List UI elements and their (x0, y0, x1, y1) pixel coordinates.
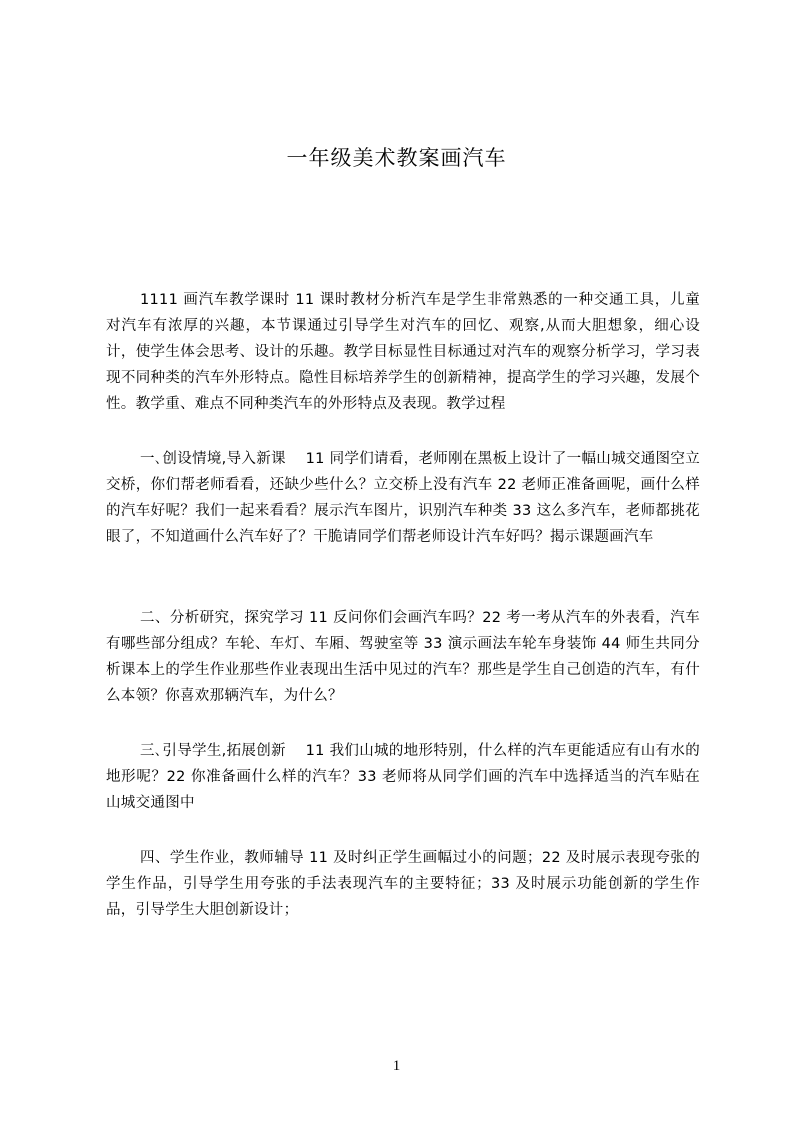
paragraph-intro: 1111 画汽车教学课时 11 课时教材分析汽车是学生非常熟悉的一种交通工具，儿童对汽车有浓厚的兴趣，本节课通过引导学生对汽车的回忆、观察,从而大胆想象，细心设计，使学生体会思考、设计的乐趣。教学目标显性目标通过对汽车的观察分析学习，学习表现不同种类的汽车外形特点。隐性目标培养学生的创新精神，提高学生的学习兴趣，发展个性。教学重、难点不同种类汽车的外形特点及表现。教学过程 (106, 292, 700, 412)
paragraph-section-2: 二、分析研究，探究学习 11 反问你们会画汽车吗？22 考一考从汽车的外表看，汽车有哪些部分组成？车轮、车灯、车厢、驾驶室等 33 演示画法车轮车身装饰 44 师生共同分析课本上的学生作业那些作业表现出生活中见过的汽车？那些是学生自己创造的汽车，有什么本领？你喜欢那辆汽车，为什么？ (106, 610, 700, 704)
paragraph-section-1: 一､创设情境,导入新课 11 同学们请看，老师刚在黑板上设计了一幅山城交通图空立交桥，你们帮老师看看，还缺少些什么？立交桥上没有汽车 22 老师正准备画呢，画什么样的汽车好呢？我们一起来看看？展示汽车图片，识别汽车种类 33 这么多汽车，老师都挑花眼了，不知道画什么汽车好了？干脆请同学们帮老师设计汽车好吗？揭示课题画汽车 (106, 451, 700, 545)
paragraph-section-4: 四、学生作业，教师辅导 11 及时纠正学生画幅过小的问题；22 及时展示表现夸张的学生作品，引导学生用夸张的手法表现汽车的主要特征；33 及时展示功能创新的学生作品，引导学生大胆创新设计； (106, 850, 700, 918)
page-number: 1 (392, 1058, 401, 1074)
paragraph-section-3: 三､引导学生,拓展创新 11 我们山城的地形特别，什么样的汽车更能适应有山有水的地形呢？22 你准备画什么样的汽车？33 老师将从同学们画的汽车中选择适当的汽车贴在山城交通图中 (106, 743, 700, 811)
document-title: 一年级美术教案画汽车 (286, 146, 507, 170)
